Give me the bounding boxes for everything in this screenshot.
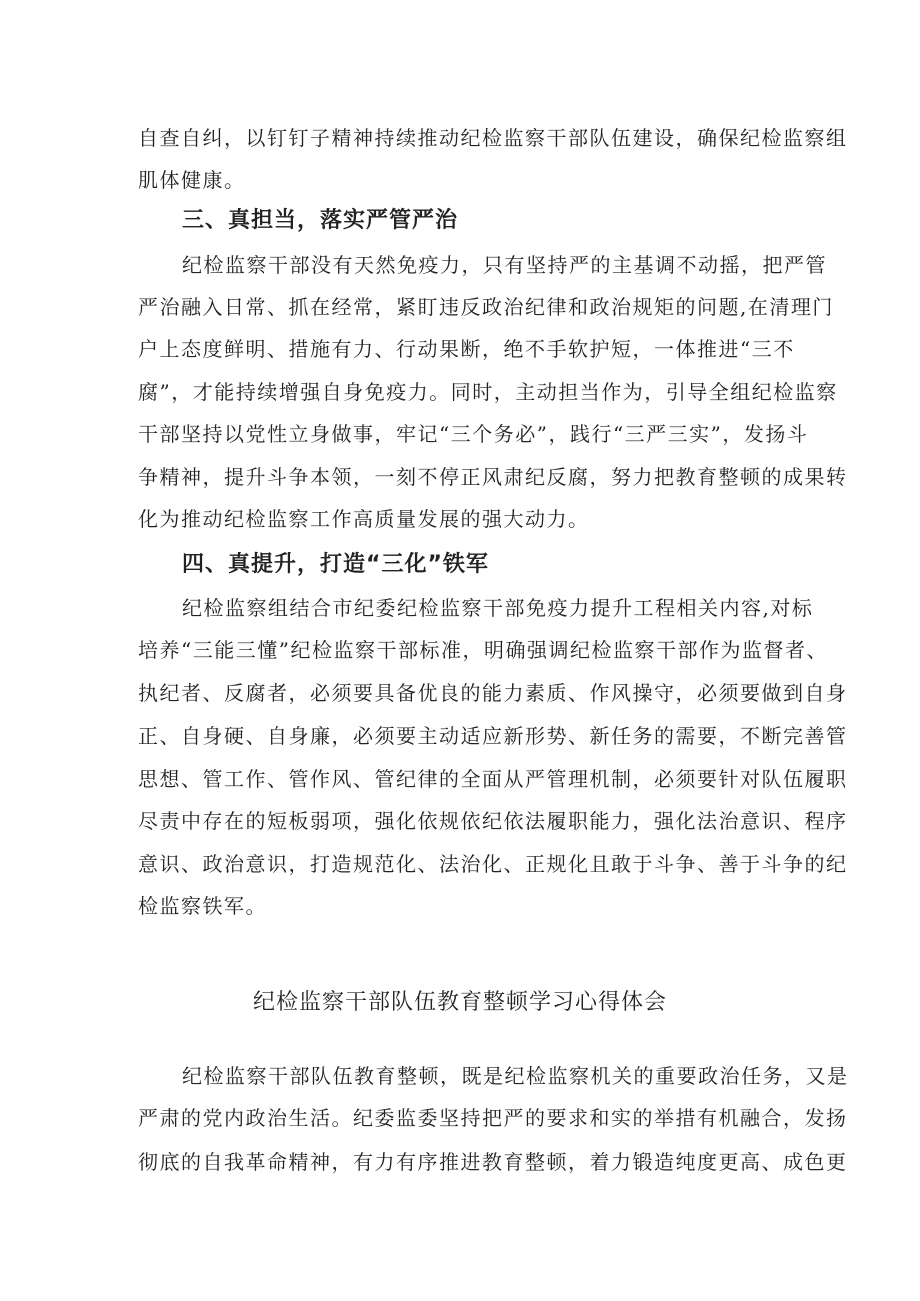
paragraph-line: 正、自身硬、自身廉，必须要主动适应新形势、新任务的需要，不断完善管 <box>138 724 848 748</box>
paragraph-line: 自查自纠，以钉钉子精神持续推动纪检监察干部队伍建设，确保纪检监察组 <box>138 126 848 150</box>
paragraph-line: 执纪者、反腐者，必须要具备优良的能力素质、作风操守，必须要做到自身 <box>138 681 848 705</box>
paragraph-line: 化为推动纪检监察工作高质量发展的强大动力。 <box>138 507 590 531</box>
paragraph-line: 纪检监察干部队伍教育整顿，既是纪检监察机关的重要政治任务，又是 <box>182 1064 849 1088</box>
paragraph-line: 检监察铁军。 <box>138 894 267 918</box>
paragraph-line: 腐”，才能持续增强自身免疫力。同时，主动担当作为，引导全组纪检监察 <box>138 380 838 404</box>
paragraph-line: 严治融入日常、抓在经常，紧盯违反政治纪律和政治规矩的问题,在清理门 <box>138 295 834 319</box>
article-title: 纪检监察干部队伍教育整顿学习心得体会 <box>252 990 667 1015</box>
paragraph-line: 严肃的党内政治生活。纪委监委坚持把严的要求和实的举措有机融合，发扬 <box>138 1106 848 1130</box>
paragraph-line: 意识、政治意识，打造规范化、法治化、正规化且敢于斗争、善于斗争的纪 <box>138 852 848 876</box>
paragraph-line: 培养“三能三懂”纪检监察干部标准，明确强调纪检监察干部作为监督者、 <box>138 638 828 662</box>
paragraph-line: 彻底的自我革命精神，有力有序推进教育整顿，着力锻造纯度更高、成色更 <box>138 1150 848 1174</box>
paragraph-line: 户上态度鲜明、措施有力、行动果断，绝不手软护短，一体推进“三不 <box>138 337 795 361</box>
paragraph-line: 纪检监察干部没有天然免疫力，只有坚持严的主基调不动摇，把严管 <box>182 253 827 277</box>
section-heading-3: 三、真担当，落实严管严治 <box>182 208 459 233</box>
paragraph-line: 干部坚持以党性立身做事，牢记“三个务必”，践行“三严三实”，发扬斗 <box>138 422 809 446</box>
paragraph-line: 肌体健康。 <box>138 168 246 192</box>
paragraph-line: 纪检监察组结合市纪委纪检监察干部免疫力提升工程相关内容,对标 <box>182 596 814 620</box>
paragraph-line: 思想、管工作、管作风、管纪律的全面从严管理机制，必须要针对队伍履职 <box>138 767 848 791</box>
section-heading-4: 四、真提升，打造“三化”铁军 <box>182 552 489 577</box>
paragraph-line: 争精神，提升斗争本领，一刻不停正风肃纪反腐，努力把教育整顿的成果转 <box>138 465 848 489</box>
paragraph-line: 尽责中存在的短板弱项，强化依规依纪依法履职能力，强化法治意识、程序 <box>138 809 848 833</box>
